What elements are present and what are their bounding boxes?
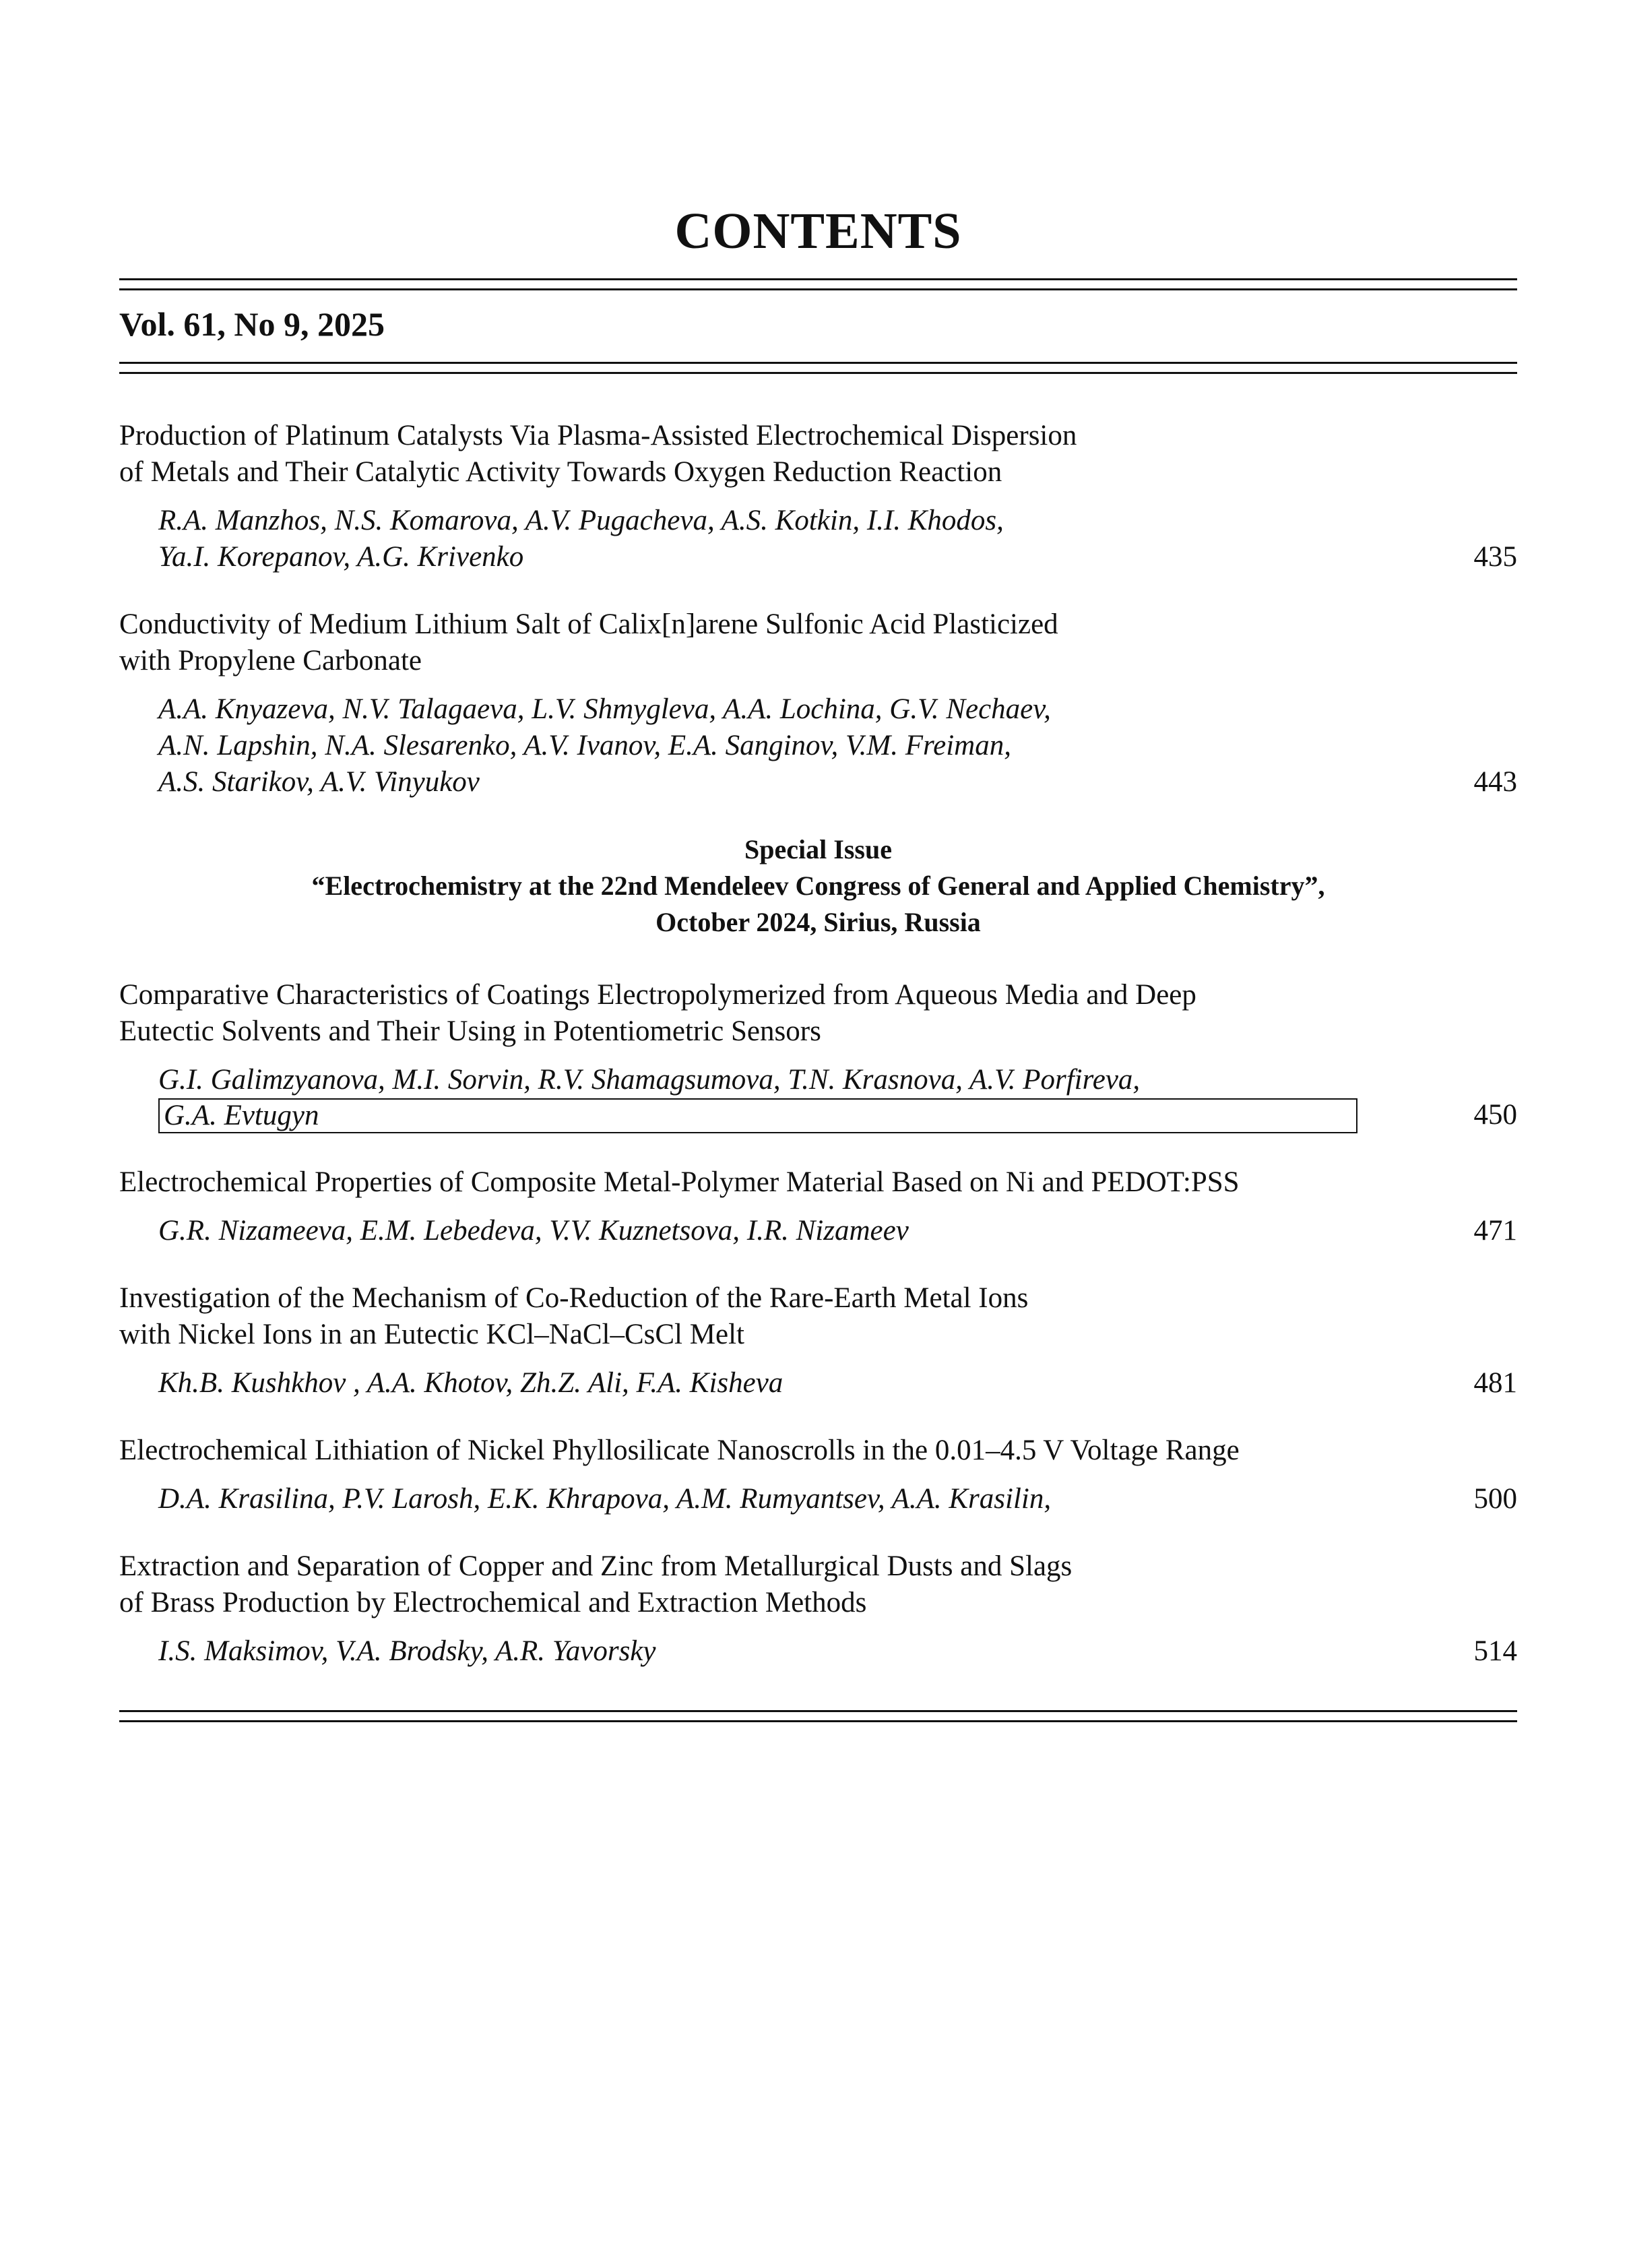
page-number: 471: [1473, 1215, 1517, 1247]
article-entry-5[interactable]: [119, 1280, 1517, 1401]
boxed-author: G.A. Evtugyn: [158, 1098, 1357, 1133]
page-number: 481: [1473, 1367, 1517, 1399]
article-authors: A.A. Knyazeva, N.V. Talagaeva, L.V. Shmygleva, A.A. Lochina, G.V. Nechaev, A.N. Lapshin, N.A. Slesarenko, A.V. Ivanov, E.A. Sanginov, V.M. Freiman, A.S. Starikov, A.V. Vinyukov: [158, 693, 1051, 798]
article-entry-7[interactable]: [119, 1548, 1517, 1670]
article-entry-3[interactable]: [119, 977, 1517, 1133]
article-title: Investigation of the Mechanism of Co-Reduction of the Rare-Earth Metal Ions with Nickel Ions in an Eutectic KCl–NaCl–CsCl Melt: [119, 1282, 1029, 1350]
article-entry-1[interactable]: [119, 418, 1517, 575]
divider: [119, 1710, 1517, 1712]
divider: [119, 288, 1517, 290]
volume-label: Vol. 61, No 9, 2025: [119, 305, 385, 343]
divider: [119, 372, 1517, 374]
article-title: Electrochemical Lithiation of Nickel Phyllosilicate Nanoscrolls in the 0.01–4.5 V Voltage Range: [119, 1435, 1240, 1466]
page-title: CONTENTS: [674, 203, 962, 259]
article-title: Conductivity of Medium Lithium Salt of Calix[n]arene Sulfonic Acid Plasticized with Propylene Carbonate: [119, 608, 1058, 676]
article-title: Production of Platinum Catalysts Via Plasma-Assisted Electrochemical Dispersion of Metals and Their Catalytic Activity Towards Oxygen Reduction Reaction: [119, 420, 1077, 488]
divider: [119, 362, 1517, 364]
article-authors: Kh.B. Kushkhov , A.A. Khotov, Zh.Z. Ali, F.A. Kisheva: [158, 1367, 783, 1399]
article-authors: G.I. Galimzyanova, M.I. Sorvin, R.V. Shamagsumova, T.N. Krasnova, A.V. Porfireva, G.A. Evtugyn: [158, 1062, 1357, 1133]
page-number: 443: [1473, 766, 1517, 798]
article-entry-6[interactable]: [119, 1432, 1517, 1517]
special-issue-heading: Special Issue “Electrochemistry at the 22nd Mendeleev Congress of General and Applied Chemistry”, October 2024, Sirius, Russia: [311, 834, 1325, 937]
article-authors: R.A. Manzhos, N.S. Komarova, A.V. Pugacheva, A.S. Kotkin, I.I. Khodos, Ya.I. Korepanov, A.G. Krivenko: [158, 505, 1004, 573]
article-authors: D.A. Krasilina, P.V. Larosh, E.K. Khrapova, A.M. Rumyantsev, A.A. Krasilin,: [158, 1483, 1052, 1515]
article-title: Extraction and Separation of Copper and Zinc from Metallurgical Dusts and Slags of Brass Production by Electrochemical and Extraction Methods: [119, 1550, 1073, 1618]
article-entry-4[interactable]: [119, 1164, 1517, 1249]
page-number: 514: [1473, 1635, 1517, 1667]
page-number: 450: [1473, 1099, 1517, 1131]
divider: [119, 1720, 1517, 1722]
article-authors: I.S. Maksimov, V.A. Brodsky, A.R. Yavorsky: [158, 1635, 656, 1667]
article-title: Electrochemical Properties of Composite Metal-Polymer Material Based on Ni and PEDOT:PSS: [119, 1166, 1240, 1198]
article-authors: G.R. Nizameeva, E.M. Lebedeva, V.V. Kuznetsova, I.R. Nizameev: [158, 1215, 909, 1247]
article-title: Comparative Characteristics of Coatings Electropolymerized from Aqueous Media and Deep Eutectic Solvents and Their Using in Potentiometric Sensors: [119, 979, 1196, 1047]
page-number: 500: [1473, 1483, 1517, 1515]
contents-list: [119, 418, 1517, 1728]
article-entry-2[interactable]: [119, 606, 1517, 800]
page-number: 435: [1473, 541, 1517, 573]
divider: [119, 278, 1517, 280]
